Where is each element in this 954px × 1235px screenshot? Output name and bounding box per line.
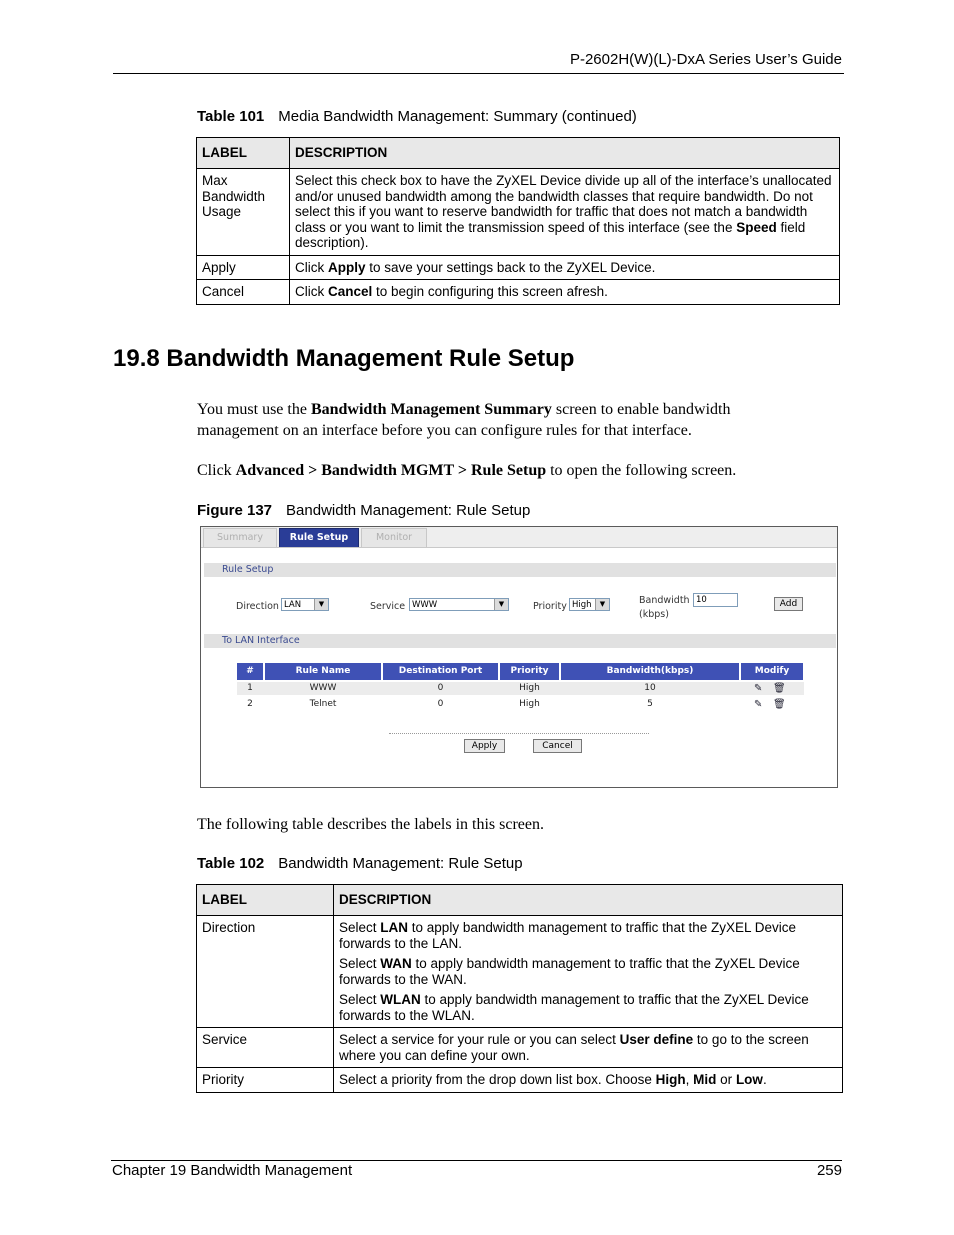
row-label: Direction <box>197 916 334 1028</box>
rule-setup-screenshot <box>200 526 838 788</box>
grid-cell-rule-name: WWW <box>309 683 337 693</box>
grid-header-modify: Modify <box>741 663 803 680</box>
row-description: Select LAN to apply bandwidth management to traffic that the ZyXEL Device forwards to the LAN. Select WAN to apply bandwidth management to traffic that the ZyXEL Device forwards to the WAN. Select WLAN to apply bandwidth management to traffic that the ZyXEL Device forwards to the WLAN. <box>334 916 843 1028</box>
footer-chapter: Chapter 19 Bandwidth Management <box>112 1162 353 1179</box>
column-header-description: DESCRIPTION <box>334 885 843 916</box>
row-description: Select a priority from the drop down list box. Choose High, Mid or Low. <box>334 1068 843 1093</box>
row-description: Select this check box to have the ZyXEL Device divide up all of the interface’s unallocated and/or unused bandwidth among the bandwidth classes that require bandwidth. Do not select this if you want to reserve bandwidth for traffic that does not match a bandwidth class or you want to limit the transmission speed of this interface (see the Speed field description). <box>290 169 840 256</box>
grid-header-rule-name: Rule Name <box>265 663 381 680</box>
bandwidth-input[interactable]: 10 <box>693 593 738 607</box>
table-101-caption-text: Media Bandwidth Management: Summary (continued) <box>278 108 637 125</box>
grid-cell-priority: High <box>519 683 540 693</box>
to-lan-interface-band: To LAN Interface <box>204 634 836 648</box>
figure-137-caption <box>197 502 530 519</box>
edit-icon[interactable]: ✎ <box>754 683 763 694</box>
direction-label: Direction <box>236 601 279 612</box>
chevron-down-icon: ▼ <box>494 599 508 610</box>
grid-cell-bandwidth: 10 <box>644 683 656 693</box>
row-description: Select a service for your rule or you can select User define to go to the screen where you can define your own. <box>334 1028 843 1068</box>
divider <box>389 733 649 734</box>
table-101 <box>196 137 840 305</box>
table-header-row <box>197 885 843 916</box>
trash-icon[interactable]: 🗑 <box>773 683 786 694</box>
tab-summary[interactable]: Summary <box>203 528 277 547</box>
grid-cell-rule-name: Telnet <box>309 699 337 709</box>
footer-rule <box>111 1160 842 1161</box>
row-description: Click Cancel to begin configuring this screen afresh. <box>290 280 840 305</box>
grid-cell-bandwidth: 5 <box>647 699 653 709</box>
add-button[interactable]: Add <box>774 597 803 611</box>
row-label: Apply <box>197 255 290 280</box>
service-label: Service <box>370 601 406 612</box>
grid-header-priority: Priority <box>500 663 559 680</box>
grid-cell-destination-port: 0 <box>437 699 444 709</box>
grid-header-bandwidth: Bandwidth(kbps) <box>561 663 739 680</box>
table-row <box>197 1068 843 1093</box>
paragraph-intro: You must use the Bandwidth Management Summary screen to enable bandwidth management on an interface before you can configure rules for that interface. <box>197 401 731 439</box>
trash-icon[interactable]: 🗑 <box>773 699 786 710</box>
row-label: Max Bandwidth Usage <box>197 169 290 256</box>
direction-select[interactable]: LAN ▼ <box>281 598 329 611</box>
service-select[interactable]: WWW ▼ <box>409 598 509 611</box>
grid-cell-number: 1 <box>247 683 253 693</box>
column-header-label: LABEL <box>197 138 290 169</box>
figure-caption-number: Figure 137 <box>197 502 273 519</box>
row-label: Service <box>197 1028 334 1068</box>
tab-rule-setup[interactable]: Rule Setup <box>279 528 359 547</box>
priority-label: Priority <box>533 601 567 612</box>
bandwidth-label: Bandwidth <box>639 595 690 606</box>
row-label: Priority <box>197 1068 334 1093</box>
table-row <box>197 255 840 280</box>
grid-cell-priority: High <box>519 699 540 709</box>
table-row <box>197 280 840 305</box>
column-header-description: DESCRIPTION <box>290 138 840 169</box>
chevron-down-icon: ▼ <box>595 599 609 610</box>
section-heading: 19.8 Bandwidth Management Rule Setup <box>113 345 575 372</box>
grid-cell-number: 2 <box>247 699 253 709</box>
page-number: 259 <box>816 1162 842 1179</box>
table-101-caption <box>197 108 637 125</box>
paragraph-table-intro: The following table describes the labels in this screen. <box>197 816 545 833</box>
grid-header-destination-port: Destination Port <box>383 663 498 680</box>
tab-monitor[interactable]: Monitor <box>361 528 427 547</box>
grid-cell-destination-port: 0 <box>437 683 444 693</box>
table-102-caption-number: Table 102 <box>197 855 265 872</box>
figure-caption-text: Bandwidth Management: Rule Setup <box>286 502 531 519</box>
edit-icon[interactable]: ✎ <box>754 699 763 710</box>
table-row <box>197 1028 843 1068</box>
table-102-caption-text: Bandwidth Management: Rule Setup <box>278 855 523 872</box>
chevron-down-icon: ▼ <box>314 599 328 610</box>
table-102-caption <box>197 855 523 872</box>
running-header: P-2602H(W)(L)-DxA Series User’s Guide <box>569 51 842 68</box>
table-102 <box>196 884 843 1093</box>
table-header-row <box>197 138 840 169</box>
paragraph-navigation: Click Advanced > Bandwidth MGMT > Rule Setup to open the following screen. <box>197 462 737 479</box>
cancel-button[interactable]: Cancel <box>533 739 582 753</box>
apply-button[interactable]: Apply <box>464 739 505 753</box>
header-rule <box>113 73 844 74</box>
row-description: Click Apply to save your settings back to the ZyXEL Device. <box>290 255 840 280</box>
table-101-caption-number: Table 101 <box>197 108 265 125</box>
bandwidth-unit-label: (kbps) <box>639 609 669 620</box>
column-header-label: LABEL <box>197 885 334 916</box>
table-row <box>197 916 843 1028</box>
tab-bar <box>201 527 837 548</box>
priority-select[interactable]: High ▼ <box>569 598 610 611</box>
grid-header-number: # <box>237 663 263 680</box>
table-row <box>197 169 840 256</box>
rule-setup-band: Rule Setup <box>204 563 836 577</box>
row-label: Cancel <box>197 280 290 305</box>
